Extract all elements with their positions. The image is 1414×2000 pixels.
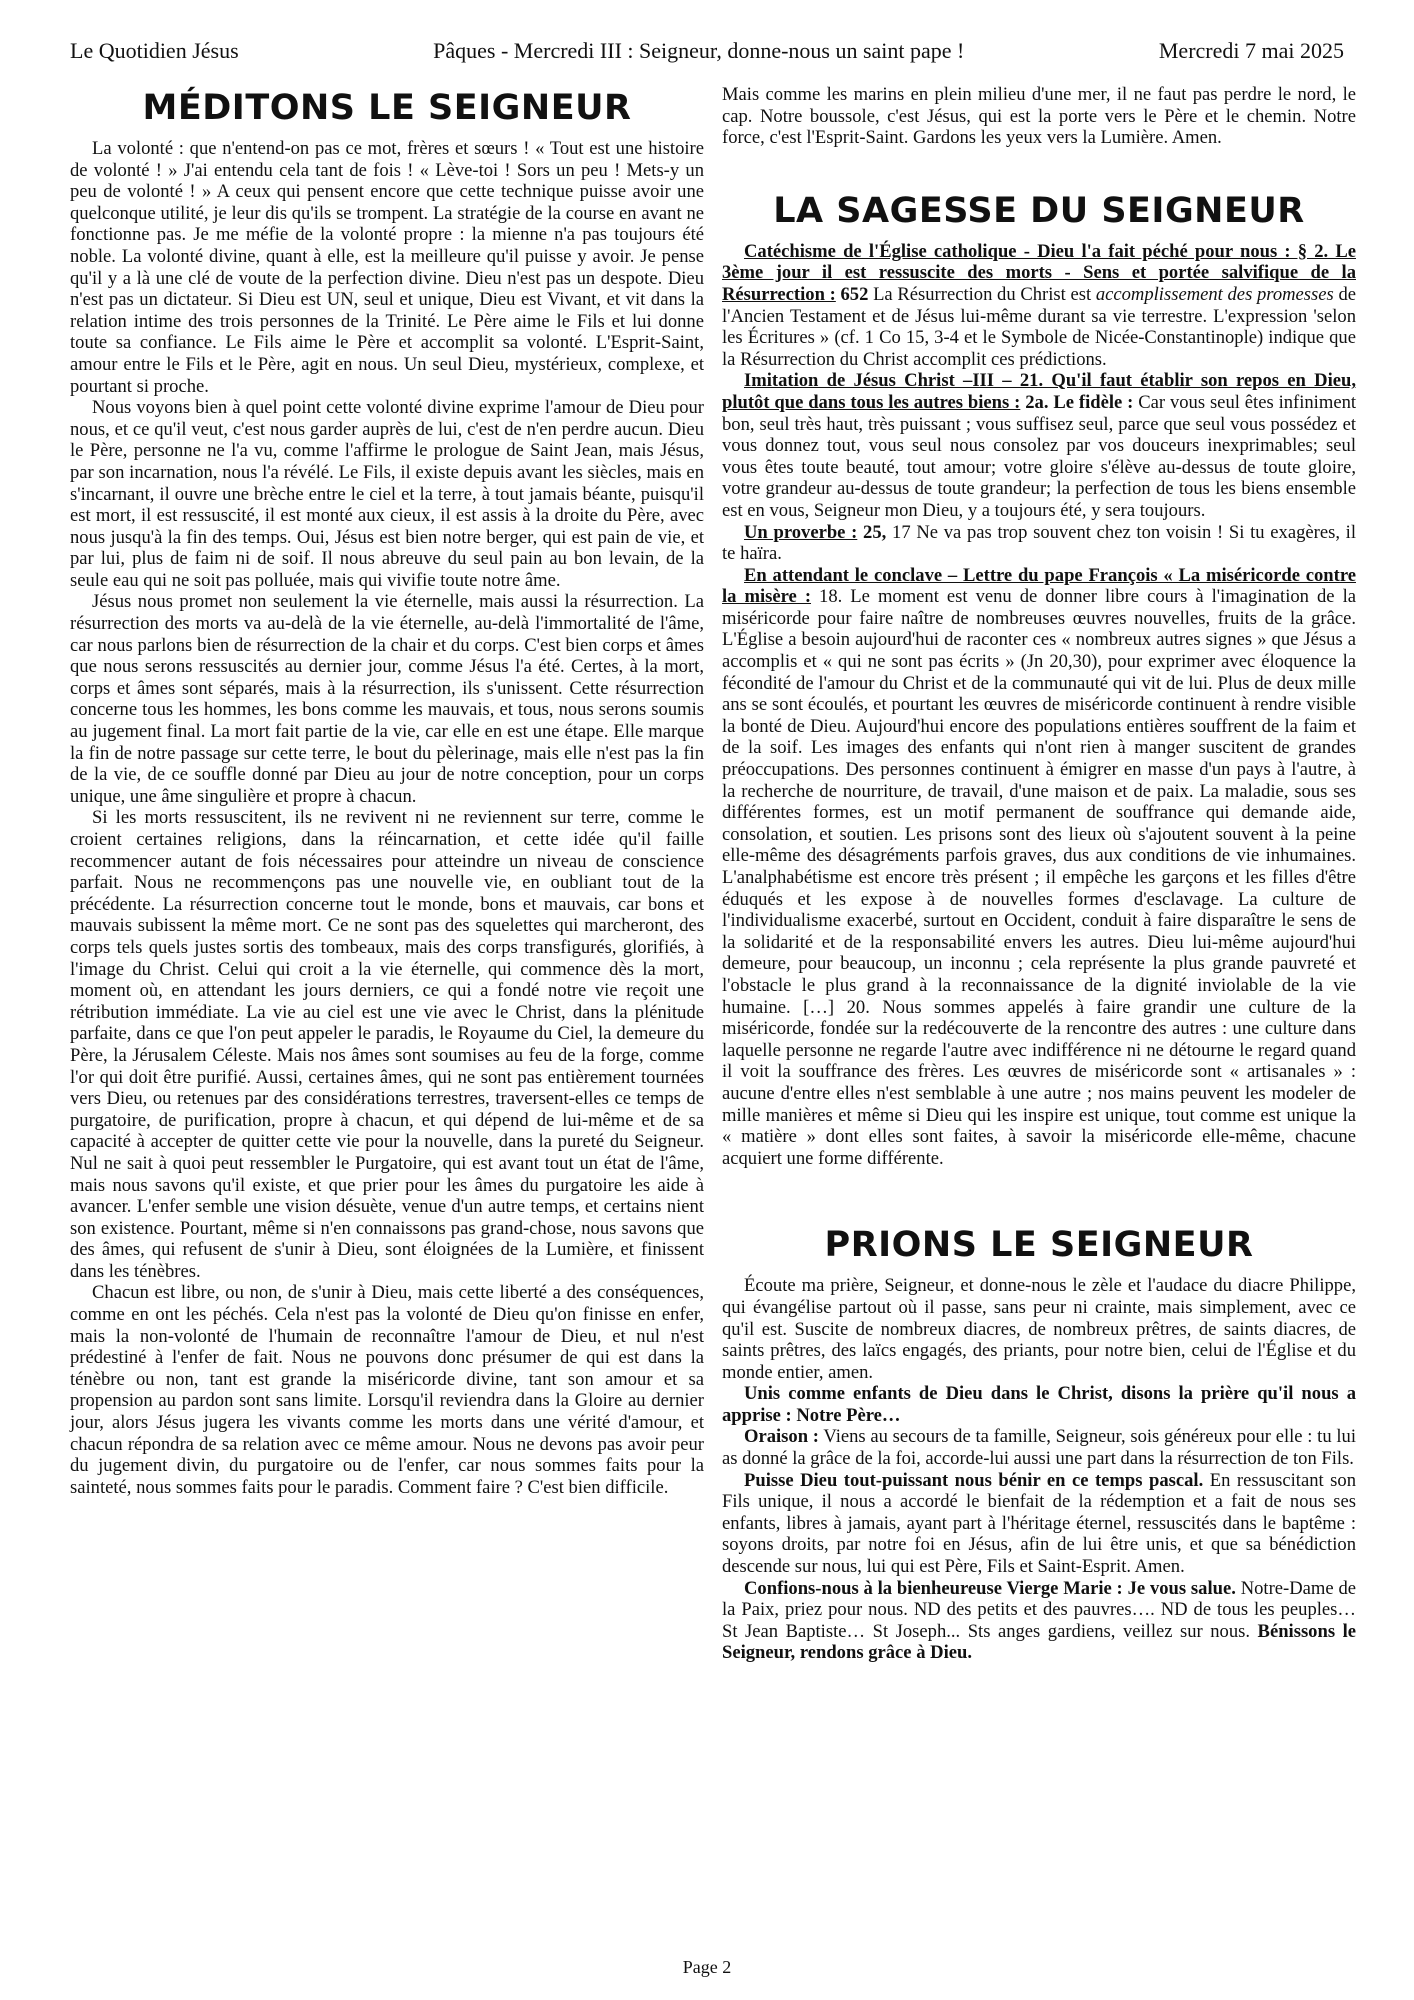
catechisme-emphasis: accomplissement des promesses <box>1095 283 1334 305</box>
catechisme-text-a: La Résurrection du Christ est <box>873 283 1092 305</box>
imitation-heading: Imitation de Jésus Christ –III – 21. Qu'il faut établir son repos en Dieu, plutôt que dans tous les autres biens : <box>722 370 1356 413</box>
marie-paragraph <box>722 1578 1356 1664</box>
marie-label: Confions-nous à la bienheureuse Vierge Marie : Je vous salue. <box>744 1577 1236 1599</box>
imitation-label: 2a. Le fidèle : <box>1025 391 1134 413</box>
marie-text: Notre-Dame de la Paix, priez pour nous. ND des petits et des pauvres…. ND de tous les peuples… St Jean Baptiste… St Joseph... Sts anges gardiens, veillez sur nous. <box>722 1577 1356 1642</box>
conclave-heading: En attendant le conclave – Lettre du pape François « La miséricorde contre la misère : <box>722 564 1356 608</box>
prions-paragraph-1: Écoute ma prière, Seigneur, et donne-nous le zèle et l'audace du diacre Philippe, qui évangélise partout où il passe, sans peur ni crainte, mais simplement, avec ce qu'il est. Suscite de nombreux diacres, de nombreux prêtres, de saints diacres, de saints prêtres, des laïcs engagés, des priants, pour notre bien, celui de l'Église et du monde entier, amen. <box>722 1275 1356 1383</box>
meditons-title: MÉDITONS LE SEIGNEUR <box>142 88 632 128</box>
prions-title: PRIONS LE SEIGNEUR <box>824 1225 1254 1266</box>
imitation-text: Car vous seul êtes infiniment bon, seul très haut, très puissant ; vous suffisez seul, parce que seul vous possédez et vous donnez tout, vous seul nous consolez par vos douceurs inexprimables; seul vous êtes toute beauté, tout amour; votre gloire s'élève au-dessus de toute gloire, votre grandeur au-dessus de toute grandeur; la perfection de tous les biens ensemble est en vous, Seigneur mon Dieu, y a toujours été, y sera toujours. <box>722 391 1357 521</box>
proverbe-number: 25, <box>863 521 887 543</box>
catechisme-heading: Catéchisme de l'Église catholique - Dieu l'a fait péché pour nous : § 2. Le 3ème jour il est ressuscite des morts - Sens et portée salvifique de la Résurrection : <box>722 240 1356 305</box>
benediction-text: En ressuscitant son Fils unique, il nous a accordé le bienfait de la rédemption et a fait de nous ses enfants, libres à jamais, ayant part à l'héritage éternel, ressuscités dans le baptême : soyons droits, par notre foi en Jésus, afin de lui être unis, et que sa bénédiction descende sur nous, lui qui est Père, Fils et Saint-Esprit. Amen. <box>722 1469 1357 1578</box>
proverbe-paragraph <box>722 522 1356 565</box>
meditons-paragraph-6: Mais comme les marins en plein milieu d'une mer, il ne faut pas perdre le nord, le cap. Notre boussole, c'est Jésus, qui est la porte vers le Père et le chemin. Notre force, c'est l'Esprit-Saint. Gardons les yeux vers la Lumière. Amen. <box>722 84 1356 149</box>
oraison-text: Viens au secours de ta famille, Seigneur, sois généreux pour elle : tu lui as donné la grâce de la foi, accorde-lui aussi une part dans la résurrection de ton Fils. <box>722 1426 1357 1470</box>
day-title: Pâques - Mercredi III : Seigneur, donne-nous un saint pape ! <box>433 38 965 63</box>
benediction-paragraph <box>722 1470 1356 1578</box>
catechisme-text-b: de l'Ancien Testament et de Jésus lui-même durant sa vie terrestre. L'expression 'selon les Écritures » (cf. 1 Co 15, 3-4 et le Symbole de Nicée-Constantinople) indique que la Résurrection du Christ accomplit ces prédictions. <box>722 283 1357 370</box>
imitation-paragraph <box>722 370 1356 521</box>
proverbe-text: 17 Ne va pas trop souvent chez ton voisin ! Si tu exagères, il te haïra. <box>722 521 1357 565</box>
meditons-paragraph-3: Jésus nous promet non seulement la vie éternelle, mais aussi la résurrection. La résurrection des morts va au-delà de la vie éternelle, au-delà l'immortalité de l'âme, car nous parlons bien de résurrection de la chair et du corps. C'est bien corps et âmes que nous serons ressuscités au dernier jour, comme Jésus l'a été. Certes, à la mort, corps et âmes sont séparés, mais à la résurrection, ils s'unissent. Cette résurrection concerne tous les hommes, les bons comme les mauvais, et tous, nous serons soumis au jugement final. La mort fait partie de la vie, car elle en est une étape. Elle marque la fin de notre passage sur cette terre, le bout du pèlerinage, mais elle n'est pas la fin de la vie, de ce souffle donné par Dieu au jour de notre conception, pour un corps unique, une âme singulière et propre à chacun. <box>70 591 704 807</box>
sagesse-title: LA SAGESSE DU SEIGNEUR <box>773 190 1305 231</box>
prions-notre-pere: Unis comme enfants de Dieu dans le Christ, disons la prière qu'il nous a apprise : Notre Père… <box>722 1383 1356 1426</box>
date: Mercredi 7 mai 2025 <box>1158 38 1344 63</box>
conclave-paragraph <box>722 565 1356 1170</box>
page-header <box>70 38 1344 70</box>
catechisme-number: 652 <box>840 283 869 305</box>
oraison-label: Oraison : <box>744 1426 819 1448</box>
proverbe-heading: Un proverbe : <box>744 521 858 543</box>
oraison-paragraph <box>722 1426 1356 1469</box>
meditons-paragraph-1: La volonté : que n'entend-on pas ce mot, frères et sœurs ! « Tout est une histoire de volonté ! » J'ai entendu cela tant de fois ! « Lève-toi ! Sors un peu ! Mets-y un peu de volonté ! » A ceux qui pensent encore que cette technique puisse avoir une quelconque utilité, je leur dis qu'ils se trompent. La stratégie de la course en avant ne fonctionne pas. Je me méfie de la volonté propre : la mienne n'a pas toujours été noble. La volonté divine, quant à elle, est la meilleure qu'il puisse y avoir. Je pense qu'il y a là une clé de voute de la perfection divine. Dieu n'est pas un despote. Dieu n'est pas un dictateur. Si Dieu est UN, seul et unique, Dieu est Vivant, et vit dans la relation intime des trois personnes de la Trinité. Le Père aime le Fils et lui donne toute sa confiance. Le Fils aime le Père et accomplit sa volonté. L'Esprit-Saint, amour entre le Fils et le Père, agit en nous. Un seul Dieu, mystérieux, complexe, et pourtant si proche. <box>70 138 704 397</box>
publication-name: Le Quotidien Jésus <box>70 38 239 63</box>
catechisme-paragraph <box>722 241 1356 371</box>
benediction-label: Puisse Dieu tout-puissant nous bénir en ce temps pascal. <box>744 1469 1204 1491</box>
left-column <box>70 84 704 1498</box>
meditons-paragraph-4: Si les morts ressuscitent, ils ne revivent ni ne reviennent sur terre, comme le croient certaines religions, dans la réincarnation, et cette idée qu'il faille recommencer autant de fois nécessaires pour atteindre un niveau de conscience parfait. Nous ne recommençons pas une nouvelle vie, en oubliant tout de la précédente. La résurrection concerne tout le monde, bons et mauvais, car bons et mauvais subissent la même mort. Ce ne sont pas des squelettes qui marcheront, des corps tels quels justes sortis des tombeaux, mais des corps transfigurés, glorifiés, à l'image du Christ. Celui qui croit a la vie éternelle, qui commence dès la mort, moment où, en attendant les jours derniers, ce qui a fondé notre vie reçoit une rétribution immédiate. La vie au ciel est une vie avec le Christ, dans la plénitude parfaite, dans ce que l'on peut appeler le paradis, le Royaume du Ciel, la demeure du Père, la Jérusalem Céleste. Mais nos âmes sont soumises au feu de la forge, comme l'or qui doit être purifié. Aussi, certaines âmes, qui ne sont pas entièrement tournées vers Dieu, ou retenues par des considérations terrestres, traversent-elles ce temps de purgatoire, de purification, propre à chacun, et qui dépend de lui-même et de sa capacité à accepter de quitter cette vie pour la nouvelle, dans la pureté du Seigneur. Nul ne sait à quoi peut ressembler le Purgatoire, qui est avant tout un état de l'âme, mais nous savons qu'il existe, et que prier pour les âmes du purgatoire les aide à avancer. L'enfer semble une vision désuète, venue d'un autre temps, et certains nient son existence. Pourtant, même si n'en connaissons pas grand-chose, nous savons que des âmes, qui refusent de s'unir à Dieu, sont éloignées de la Lumière, et finissent dans les ténèbres. <box>70 807 704 1282</box>
closing-blessing: Bénissons le Seigneur, rendons grâce à Dieu. <box>722 1620 1356 1664</box>
meditons-paragraph-2: Nous voyons bien à quel point cette volonté divine exprime l'amour de Dieu pour nous, et ce qu'il veut, c'est nous garder auprès de lui, c'est de n'en perdre aucun. Dieu le Père, personne ne l'a vu, comme l'affirme le prologue de Saint Jean, mais Jésus, par son incarnation, nous l'a révélé. Le Fils, il existe depuis avant les siècles, mais en s'incarnant, il ouvre une brèche entre le ciel et la terre, à tout jamais béante, puisqu'il est mort, il est ressuscité, il est monté aux cieux, il est assis à la droite du Père, avec nous jusqu'à la fin des temps. Oui, Jésus est bien notre berger, qui est pain de vie, et par lui, plus de faim ni de soif. Il nous abreuve du seul pain au bon levain, de la seule eau qui ne soit pas polluée, mais qui vivifie toute notre âme. <box>70 397 704 591</box>
right-column <box>722 84 1356 1664</box>
page-number: Page 2 <box>682 1957 732 1977</box>
conclave-text: 18. Le moment est venu de donner libre cours à l'imagination de la miséricorde pour faire naître de nombreuses œuvres nouvelles, fruits de la grâce. L'Église a besoin aujourd'hui de raconter ces « nombreux autres signes » que Jésus a accomplis et « qui ne sont pas écrits » (Jn 20,30), pour exprimer avec éloquence la fécondité de l'amour du Christ et de la communauté qui vit de lui. Plus de deux mille ans se sont écoulés, et pourtant les œuvres de miséricorde continuent à rendre visible la bonté de Dieu. Aujourd'hui encore des populations entières souffrent de la faim et de la soif. Les images des enfants qui n'ont rien à manger suscitent de grandes préoccupations. Des personnes continuent à émigrer en masse d'un pays à l'autre, à la recherche de nourriture, de travail, d'une maison et de paix. La maladie, sous ses différentes formes, est un motif permanent de souffrance qui demande aide, consolation, et soutien. Les prisons sont des lieux où s'ajoutent souvent à la peine elle-même des désagréments parfois graves, dus aux conditions de vie inhumaines. L'analphabétisme est encore très présent ; il empêche les garçons et les filles d'être éduqués et les expose à de nouvelles formes d'esclavage. La culture de l'individualisme exacerbé, surtout en Occident, conduit à faire disparaître le sens de la solidarité et de la responsabilité envers les autres. Dieu lui-même aujourd'hui demeure, pour beaucoup, un inconnu ; cela représente la plus grande pauvreté et l'obstacle le plus grand à la reconnaissance de la dignité inviolable de la vie humaine. […] 20. Nous sommes appelés à faire grandir une culture de la miséricorde, fondée sur la redécouverte de la rencontre des autres : une culture dans laquelle personne ne regarde l'autre avec indifférence ni ne détourne le regard quand il voit la souffrance des frères. Les œuvres de miséricorde sont « artisanales » : aucune d'entre elles n'est semblable à une autre ; nos mains peuvent les modeler de mille manières et même si Dieu qui les inspire est unique, tout comme est unique la « matière » dont elles sont faites, à savoir la miséricorde elle-même, chacune acquiert une forme différente. <box>722 586 1356 1169</box>
meditons-paragraph-5: Chacun est libre, ou non, de s'unir à Dieu, mais cette liberté a des conséquences, comme en ont les péchés. Cela n'est pas la volonté de Dieu qu'on finisse en enfer, mais la non-volonté de l'humain de reconnaître l'amour de Dieu, et nul n'est prédestiné à l'enfer de fait. Nous ne pouvons donc présumer de qui est dans la ténèbre ou non, tant est grande la miséricorde divine, tant son amour et sa propension au pardon sont sans limite. Lorsqu'il reviendra dans la Gloire au dernier jour, alors Jésus jugera les vivants comme les morts dans une vérité d'amour, et chacun répondra de sa relation avec ce même amour. Nous ne devons pas avoir peur du jugement divin, du purgatoire ou de l'enfer, car nous sommes faits pour la sainteté, nous sommes faits pour le paradis. Comment faire ? C'est bien difficile. <box>70 1282 704 1498</box>
